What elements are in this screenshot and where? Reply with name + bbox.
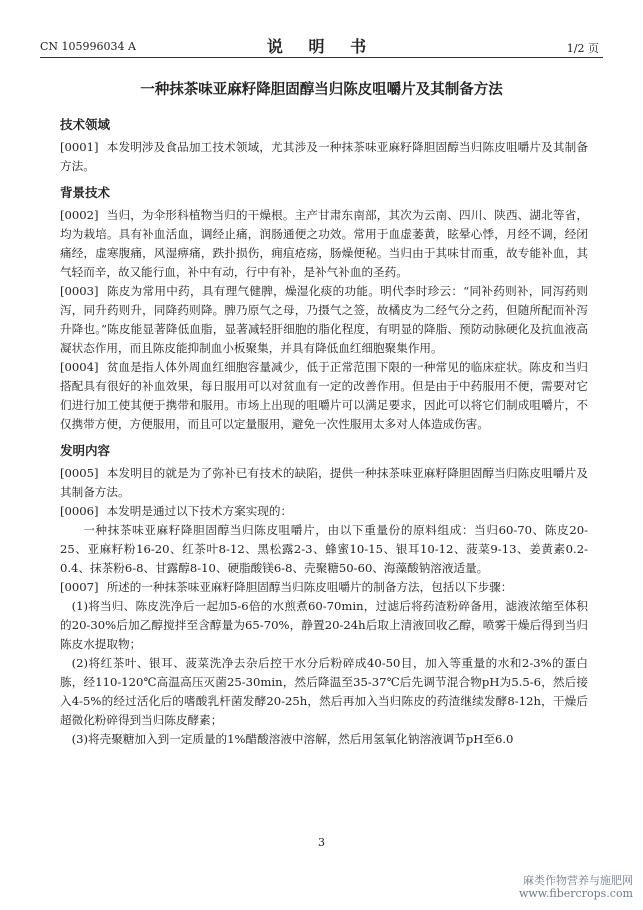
paragraph-number: [0007] [60,580,99,594]
paragraph-number: [0005] [60,466,99,480]
paragraph-text: 当归，为伞形科植物当归的干燥根。主产甘肃东南部，其次为云南、四川、陕西、湖北等省，均为栽培。具有补血活血，调经止痛，润肠通便之功效。常用于血虚萎黄，眩晕心悸，月经不调，经闭痛经，虚寒腹痛，风湿痹痛，跌扑损伤，痈疽疮疡，肠燥便秘。当归由于其味甘而重，故专能补血，其气轻而辛，故又能行血，补中有动，行中有补，是补气补血的圣药。 [60,208,588,279]
patent-number: CN 105996034 A [40,40,136,53]
page-number: 3 [318,836,325,849]
document-type: 说 明 书 [266,37,377,56]
section-heading-tech-field: 技术领域 [60,117,111,132]
paragraph-0007 [60,578,588,597]
watermark-line-2: www.fibercrops.com [518,887,633,900]
header-divider [40,57,603,58]
paragraph-0001 [60,138,588,176]
paragraph-0004 [60,358,588,434]
paragraph-number: [0001] [60,140,99,154]
watermark-line-1: 麻类作物营养与施肥网 [523,874,633,887]
step-1 [60,597,588,654]
section-heading-content: 发明内容 [60,443,111,458]
paragraph-0003 [60,282,588,358]
step-text: (2)将红茶叶、银耳、菠菜洗净去杂后控干水分后粉碎成40-50目，加入等重量的水和2-3%的蛋白胨，经110-120℃高温高压灭菌25-30min，然后降温至35-37℃后先调节混合物pH为5.5-6，然后接入4-5%的经过活化后的嗜酸乳杆菌发酵20-25h，然后再加入当归陈皮的药渣继续发酵8-12h，干燥后超微化粉碎得到当归陈皮酵素； [60,656,588,727]
paragraph-0006-formula [60,521,588,578]
paragraph-0002 [60,206,588,282]
paragraph-text: 所述的一种抹茶味亚麻籽降胆固醇当归陈皮咀嚼片的制备方法，包括以下步骤： [106,580,513,594]
paragraph-0006 [60,502,588,521]
step-text: (3)将壳聚糖加入到一定质量的1%醋酸溶液中溶解，然后用氢氧化钠溶液调节pH至6.0 [71,732,514,746]
watermark [519,874,633,900]
document-title: 一种抹茶味亚麻籽降胆固醇当归陈皮咀嚼片及其制备方法 [140,81,503,98]
paragraph-text: 本发明目的就是为了弥补已有技术的缺陷，提供一种抹茶味亚麻籽降胆固醇当归陈皮咀嚼片及其制备方法。 [60,466,588,499]
paragraph-text: 陈皮为常用中药，具有理气健脾，燥湿化痰的功能。明代李时珍云：“同补药则补，同泻药则泻，同升药则升，同降药则降。脾乃原气之母，乃摄气之签，故橘皮为二经气分之药，但随所配而补泻升降也。”陈皮能显著降低血脂，显著减轻肝细胞的脂化程度，有明显的降脂、预防动脉硬化及抗血液高凝状态作用，而且陈皮能抑制血小板聚集，并具有降低血红细胞聚集作用。 [60,284,588,355]
paragraph-number: [0004] [60,360,99,374]
paragraph-text: 贫血是指人体外周血红细胞容量减少，低于正常范围下限的一种常见的临床症状。陈皮和当归搭配具有很好的补血效果，每日服用可以对贫血有一定的改善作用。但是由于中药服用不便，需要对它们进行加工使其便于携带和服用。市场上出现的咀嚼片可以满足要求，因此可以将它们制成咀嚼片，不仅携带方便，方便服用，而且可以定量服用，避免一次性服用太多对人体造成伤害。 [60,360,588,431]
paragraph-number: [0003] [60,284,99,298]
paragraph-text: 本发明涉及食品加工技术领域，尤其涉及一种抹茶味亚麻籽降胆固醇当归陈皮咀嚼片及其制备方法。 [60,140,588,173]
step-2 [60,654,588,730]
paragraph-number: [0002] [60,208,99,222]
page-indicator: 1/2 页 [566,42,599,55]
section-heading-background: 背景技术 [60,185,111,200]
document-body [60,116,588,749]
paragraph-0005 [60,464,588,502]
step-3 [60,730,588,749]
paragraph-text: 本发明是通过以下技术方案实现的： [106,504,293,518]
paragraph-text: 一种抹茶味亚麻籽降胆固醇当归陈皮咀嚼片，由以下重量份的原料组成：当归60-70、陈皮20-25、亚麻籽粉16-20、红茶叶8-12、黑松露2-3、蜂蜜10-15、银耳10-12、菠菜9-13、姜黄素0.2-0.4、抹茶粉6-8、甘露醇8-10、硬脂酸镁6-8、壳聚糖50-60、海藻酸钠溶液适量。 [60,523,588,575]
paragraph-number: [0006] [60,504,99,518]
step-text: (1)将当归、陈皮洗净后一起加5-6倍的水煎煮60-70min，过滤后将药渣粉碎备用，滤液浓缩至体积的20-30%后加乙醇搅拌至含醇量为65-70%，静置20-24h后取上清液回收乙醇，喷雾干燥后得到当归陈皮水提取物； [60,599,588,651]
